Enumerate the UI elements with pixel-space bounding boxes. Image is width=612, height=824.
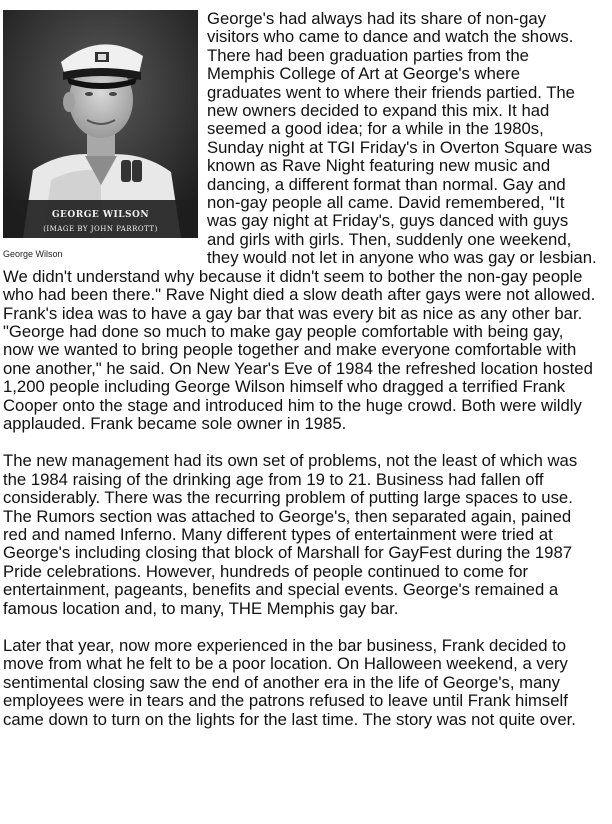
figure-caption: George Wilson: [3, 249, 63, 259]
paragraph-3: Later that year, now more experienced in the bar business, Frank decided to move from what he felt to be a poor location. On Halloween weekend, a very sentimental closing saw the end of another era in the life of George's, many employees were in tears and the patrons refused to leave until Frank himself came down to turn on the lights for the last time. The story was not quite over.: [3, 636, 576, 729]
photo-label-credit: (IMAGE BY JOHN PARROTT): [43, 225, 158, 233]
portrait-illustration: [3, 10, 198, 238]
photo-label-name: GEORGE WILSON: [51, 210, 150, 220]
figure: [3, 10, 198, 260]
article-body: [3, 10, 597, 748]
george-wilson-photo: [3, 10, 198, 238]
paragraph-2: The new management had its own set of problems, not the least of which was the 1984 raising of the drinking age from 19 to 21. Business had fallen off considerably. There was the recurring problem of putting large spaces to use. The Rumors section was attached to George's, then separated again, pained red and named Inferno. Many different types of entertainment were tried at George's including closing that block of Marshall for GayFest during the 1987 Pride celebrations. However, hundreds of people continued to come for entertainment, pageants, benefits and special events. George's remained a famous location and, to many, THE Memphis gay bar.: [3, 451, 578, 618]
paragraph-1: George's had always had its share of non-gay visitors who came to dance and watch the shows. There had been graduation parties from the Memphis College of Art at George's where graduates went to where their friends partied. The new owners decided to expand this mix. It had seemed a good idea; for a while in the 1980s, Sunday night at TGI Friday's in Overton Square was known as Rave Night featuring new music and dancing, a different format than normal. Gay and non-gay people all came. David remembered, "It was gay night at Friday's, guys danced with guys and girls with girls. Then, suddenly one weekend, they would not let in anyone who was gay or lesbian. We didn't understand why because it didn't seem to bother the non-gay people who had been there." Rave Night died a slow death after gays were not allowed. Frank's idea was to have a gay bar that was every bit as nice as any other bar. "George had done so much to make gay people comfortable with being gay, now we wanted to bring people together and make everyone comfortable with one another," he said. On New Year's Eve of 1984 the refreshed location hosted 1,200 people including George Wilson himself who dragged a terrified Frank Cooper onto the stage and introduced him to the huge crowd. Both were wildly applauded. Frank became sole owner in 1985.: [3, 9, 597, 433]
